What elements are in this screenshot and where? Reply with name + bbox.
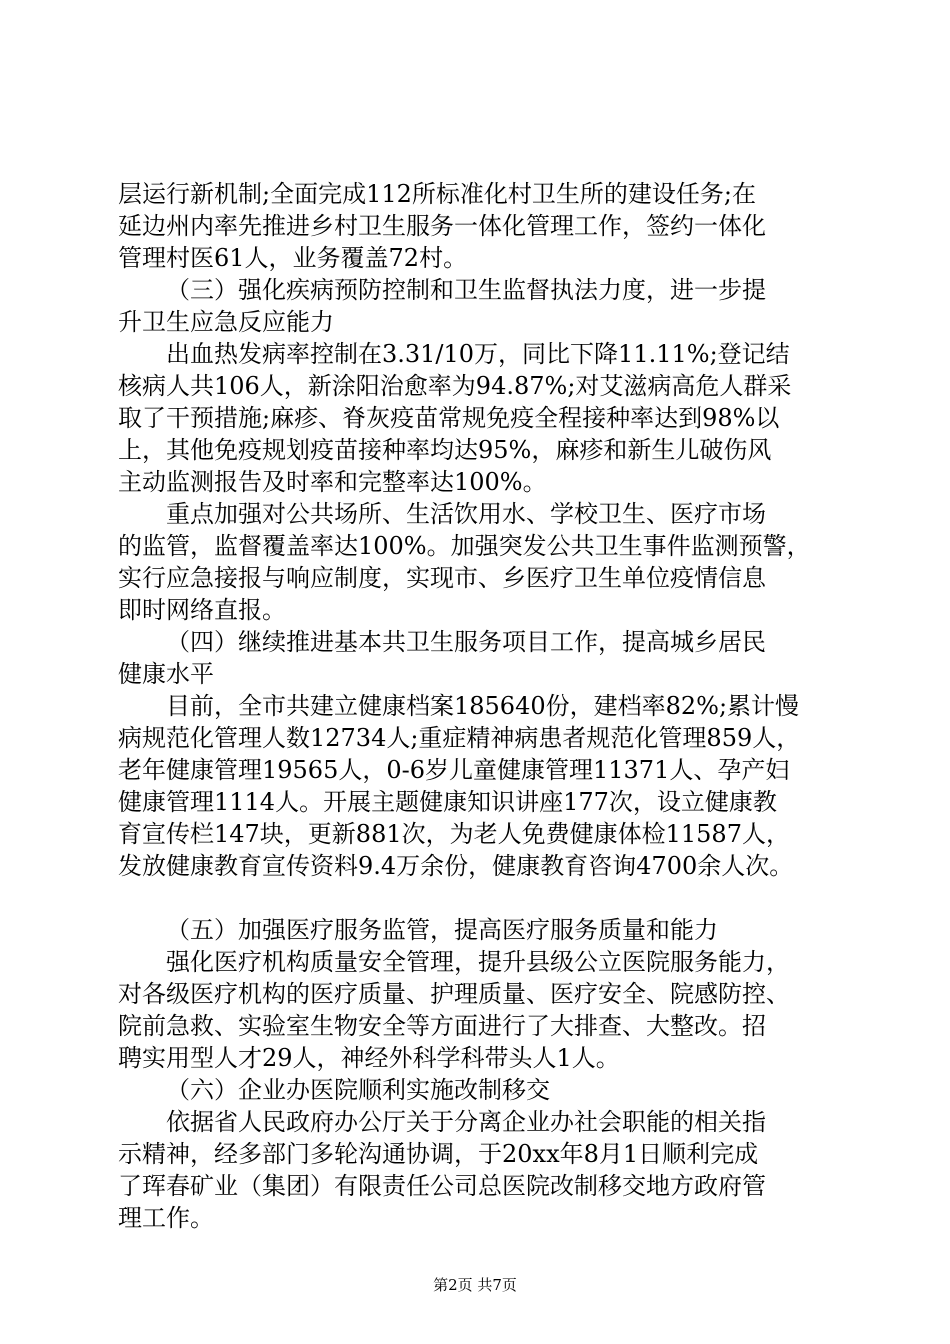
text-line: 理工作。 — [118, 1204, 214, 1232]
text-line: 病规范化管理人数12734人;重症精神病患者规范化管理859人， — [118, 724, 801, 752]
text-line: 取了干预措施;麻疹、脊灰疫苗常规免疫全程接种率达到98%以 — [118, 404, 780, 432]
text-line: 聘实用型人才29人，神经外科学科带头人1人。 — [118, 1044, 620, 1072]
text-line: 主动监测报告及时率和完整率达100%。 — [118, 468, 547, 496]
text-line: 院前急救、实验室生物安全等方面进行了大排查、大整改。招 — [118, 1012, 766, 1040]
text-line: 依据省人民政府办公厅关于分离企业办社会职能的相关指 — [166, 1108, 766, 1136]
text-line: 健康管理1114人。开展主题健康知识讲座177次，设立健康教 — [118, 788, 777, 816]
text-line: 实行应急接报与响应制度，实现市、乡医疗卫生单位疫情信息 — [118, 564, 766, 592]
section-heading-5: （五）加强医疗服务监管，提高医疗服务质量和能力 — [166, 916, 718, 944]
text-line: 延边州内率先推进乡村卫生服务一体化管理工作，签约一体化 — [118, 212, 766, 240]
page-number: 第2页 共7页 — [433, 1276, 517, 1294]
text-line: 上，其他免疫规划疫苗接种率均达95%，麻疹和新生儿破伤风 — [118, 436, 772, 464]
text-line: 管理村医61人，业务覆盖72村。 — [118, 244, 468, 272]
text-line: 强化医疗机构质量安全管理，提升县级公立医院服务能力， — [166, 948, 790, 976]
text-line: 示精神，经多部门多轮沟通协调，于20xx年8月1日顺利完成 — [118, 1140, 759, 1168]
document-body — [118, 178, 838, 1234]
text-line: 目前，全市共建立健康档案185640份，建档率82%;累计慢 — [166, 692, 800, 720]
section-heading-3-cont: 升卫生应急反应能力 — [118, 308, 334, 336]
section-heading-6: （六）企业办医院顺利实施改制移交 — [166, 1076, 550, 1104]
text-line: 核病人共106人，新涂阳治愈率为94.87%;对艾滋病高危人群采 — [118, 372, 792, 400]
text-line: 即时网络直报。 — [118, 596, 286, 624]
section-heading-4-cont: 健康水平 — [118, 660, 214, 688]
section-heading-3: （三）强化疾病预防控制和卫生监督执法力度，进一步提 — [166, 276, 766, 304]
text-line: 对各级医疗机构的医疗质量、护理质量、医疗安全、院感防控、 — [118, 980, 790, 1008]
text-line: 育宣传栏147块，更新881次，为老人免费健康体检11587人， — [118, 820, 790, 848]
text-line: 层运行新机制;全面完成112所标准化村卫生所的建设任务;在 — [118, 180, 756, 208]
section-heading-4: （四）继续推进基本共卫生服务项目工作，提高城乡居民 — [166, 628, 766, 656]
paragraph-gap — [118, 882, 838, 914]
text-line: 老年健康管理19565人，0-6岁儿童健康管理11371人、孕产妇 — [118, 756, 790, 784]
text-line: 了珲春矿业（集团）有限责任公司总医院改制移交地方政府管 — [118, 1172, 766, 1200]
text-line: 出血热发病率控制在3.31/10万，同比下降11.11%;登记结 — [166, 340, 790, 368]
text-line: 重点加强对公共场所、生活饮用水、学校卫生、医疗市场 — [166, 500, 766, 528]
text-line: 发放健康教育宣传资料9.4万余份，健康教育咨询4700余人次。 — [118, 852, 794, 880]
text-line: 的监管，监督覆盖率达100%。加强突发公共卫生事件监测预警， — [118, 532, 811, 560]
